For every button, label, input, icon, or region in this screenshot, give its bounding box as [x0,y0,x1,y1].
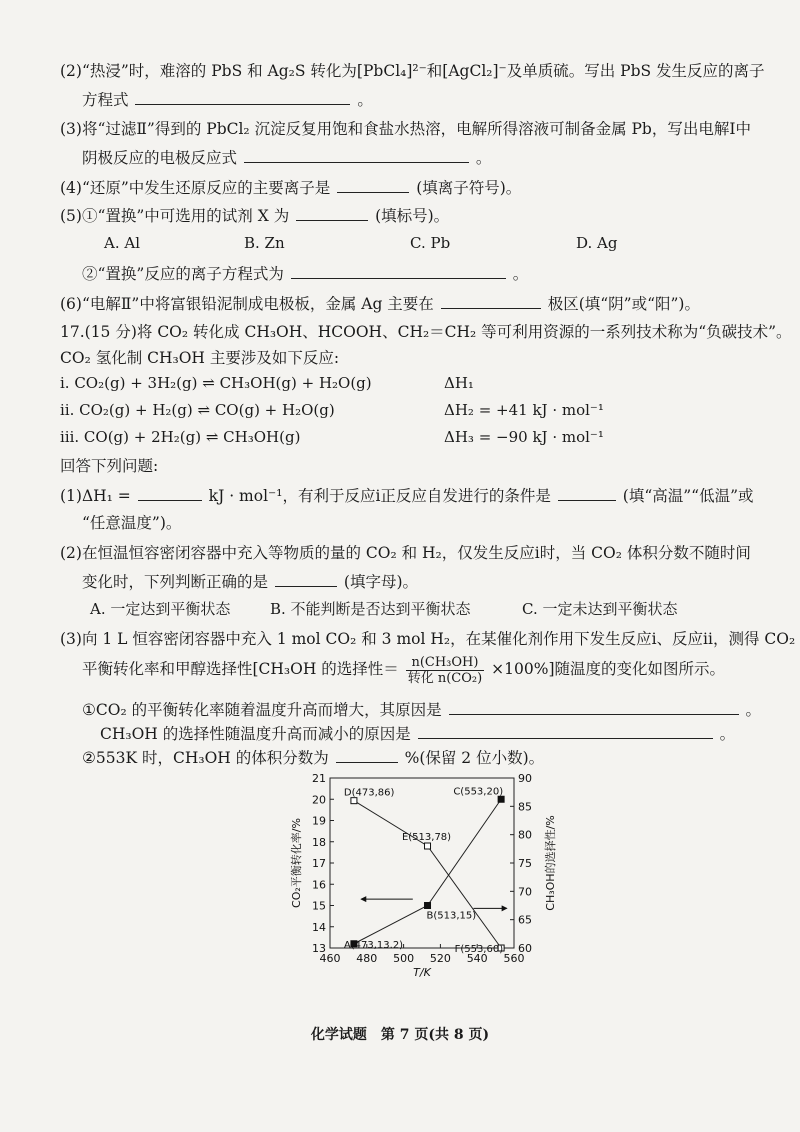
answer-prompt: 回答下列问题: [60,457,159,475]
y-tick-label: 13 [312,942,326,955]
q17-subtitle: CO₂ 氢化制 CH₃OH 主要涉及如下反应: [60,349,340,367]
answer-blank[interactable] [275,570,337,587]
y2-tick-label: 90 [518,772,532,785]
y-axis-label: CO₂平衡转化率/% [290,818,303,908]
y2-tick-label: 85 [518,800,532,814]
q17-part2-line2: 变化时，下列判断正确的是 (填字母)。 [82,570,418,593]
option-a: A. Al [104,234,140,252]
y2-tick-label: 65 [518,913,532,927]
selectivity-fraction: $\frac{\text{n(CH₃OH)}}{\text{转化 n(CO₂)}}$ [407,654,483,686]
reaction-ii-enthalpy: ΔH₂ = +41 kJ · mol⁻¹ [444,401,604,419]
answer-blank[interactable] [138,484,202,501]
answer-blank[interactable] [336,746,398,763]
data-label: A(473,13.2) [343,939,404,951]
data-label: F(553,60) [454,944,504,955]
y2-tick-label: 60 [518,942,532,955]
q16-part2-line1: (2)“热浸”时，难溶的 PbS 和 Ag₂S 转化为[PbCl₄]²⁻和[AgCl₂]⁻及单质硫。写出 PbS 发生反应的离子 [60,62,765,80]
reaction-iii: ⅲ. CO(g) + 2H₂(g) ⇌ CH₃OH(g) [60,428,301,446]
x-axis-label: T/K [413,966,431,979]
answer-blank[interactable] [558,484,616,501]
data-point [425,843,431,849]
q16-part3-line1: (3)将“过滤Ⅱ”得到的 PbCl₂ 沉淀反复用饱和食盐水热溶，电解所得溶液可制备金属 Pb，写出电解Ⅰ中 [60,120,751,138]
data-label: D(473,86) [343,787,395,799]
reaction-i-enthalpy: ΔH₁ [444,374,474,392]
q17-part3-2: ②553K 时，CH₃OH 的体积分数为 %(保留 2 位小数)。 [82,746,544,769]
q17-option-c: C. 一定未达到平衡状态 [522,600,678,618]
x-tick-label: 480 [356,952,378,965]
q16-part2-line2: 方程式 。 [82,88,373,111]
answer-blank[interactable] [337,176,409,193]
q17-intro: 17.(15 分)将 CO₂ 转化成 CH₃OH、HCOOH、CH₂＝CH₂ 等可利用资源的一系列技术称为“负碳技术”。 [60,323,792,341]
q17-part2-line1: (2)在恒温恒容密闭容器中充入等物质的量的 CO₂ 和 H₂，仅发生反应ⅰ时，当 CO₂ 体积分数不随时间 [60,544,751,562]
option-c: C. Pb [410,234,451,252]
q17-part3-1b: CH₃OH 的选择性随温度升高而减小的原因是 。 [100,722,735,745]
y-tick-label: 17 [312,857,326,870]
q17-part3-1: ①CO₂ 的平衡转化率随着温度升高而增大，其原因是 。 [82,698,761,721]
answer-blank[interactable] [296,204,368,221]
data-label: C(553,20) [453,786,504,798]
data-point [425,903,431,909]
q17-option-b: B. 不能判断是否达到平衡状态 [270,600,471,618]
y-tick-label: 14 [312,920,326,934]
q17-option-a: A. 一定达到平衡状态 [90,600,231,618]
y-tick-label: 18 [312,835,326,849]
series-line [354,799,501,944]
data-label: B(513,15) [426,910,477,922]
option-b: B. Zn [244,234,285,252]
y2-tick-label: 80 [518,828,532,842]
reaction-ii: ⅱ. CO₂(g) + H₂(g) ⇌ CO(g) + H₂O(g) [60,401,335,419]
data-label: E(513,78) [401,832,452,843]
x-tick-label: 540 [466,952,488,965]
reaction-iii-enthalpy: ΔH₃ = −90 kJ · mol⁻¹ [444,428,604,446]
reaction-i: ⅰ. CO₂(g) + 3H₂(g) ⇌ CH₃OH(g) + H₂O(g) [60,374,372,392]
q17-part3-line1: (3)向 1 L 恒容密闭容器中充入 1 mol CO₂ 和 3 mol H₂，在某催化剂作用下发生反应ⅰ、反应ⅱ，测得 CO₂ [60,630,796,648]
answer-blank[interactable] [291,262,506,279]
y2-tick-label: 70 [518,885,532,899]
answer-blank[interactable] [418,722,713,739]
q16-part6: (6)“电解Ⅱ”中将富银铅泥制成电极板，金属 Ag 主要在 极区(填“阴”或“阳”)。 [60,292,700,315]
answer-blank[interactable] [449,698,739,715]
y-tick-label: 19 [312,814,326,828]
co2-methanol-chart [282,770,572,985]
x-tick-label: 560 [503,952,525,965]
y-tick-label: 20 [312,793,326,807]
q17-part1-line2: “任意温度”)。 [82,514,182,532]
y-tick-label: 16 [312,878,326,892]
q16-part4: (4)“还原”中发生还原反应的主要离子是 (填离子符号)。 [60,176,521,199]
y-tick-label: 21 [312,772,326,785]
x-tick-label: 500 [393,952,415,965]
answer-blank[interactable] [135,88,350,105]
q17-part1-line1: (1)ΔH₁ = kJ · mol⁻¹，有利于反应ⅰ正反应自发进行的条件是 (填“高温”“低温”或 [60,484,754,507]
q16-part5: (5)①“置换”中可选用的试剂 X 为 (填标号)。 [60,204,449,227]
y2-tick-label: 75 [518,857,532,870]
q16-part5-2: ②“置换”反应的离子方程式为 。 [82,262,528,285]
x-tick-label: 520 [429,952,451,965]
q16-part2-label: 方程式 [82,91,129,109]
page-footer: 化学试题 第 7 页(共 8 页) [310,1027,490,1043]
y-tick-label: 15 [312,899,326,913]
answer-blank[interactable] [244,146,469,163]
answer-blank[interactable] [441,292,541,309]
q16-part3-line2: 阴极反应的电极反应式 。 [82,146,491,169]
series-line [354,801,501,948]
option-d: D. Ag [576,234,618,252]
y2-axis-label: CH₃OH的选择性/% [544,815,557,911]
x-tick-label: 460 [319,952,341,965]
q17-part3-line2: 平衡转化率和甲醇选择性[CH₃OH 的选择性＝ $\frac{\text{n(CH₃OH)}}{\text{转化 n(CO₂)}}$ ×100%]随温度的变化如图所示。 [82,654,725,686]
